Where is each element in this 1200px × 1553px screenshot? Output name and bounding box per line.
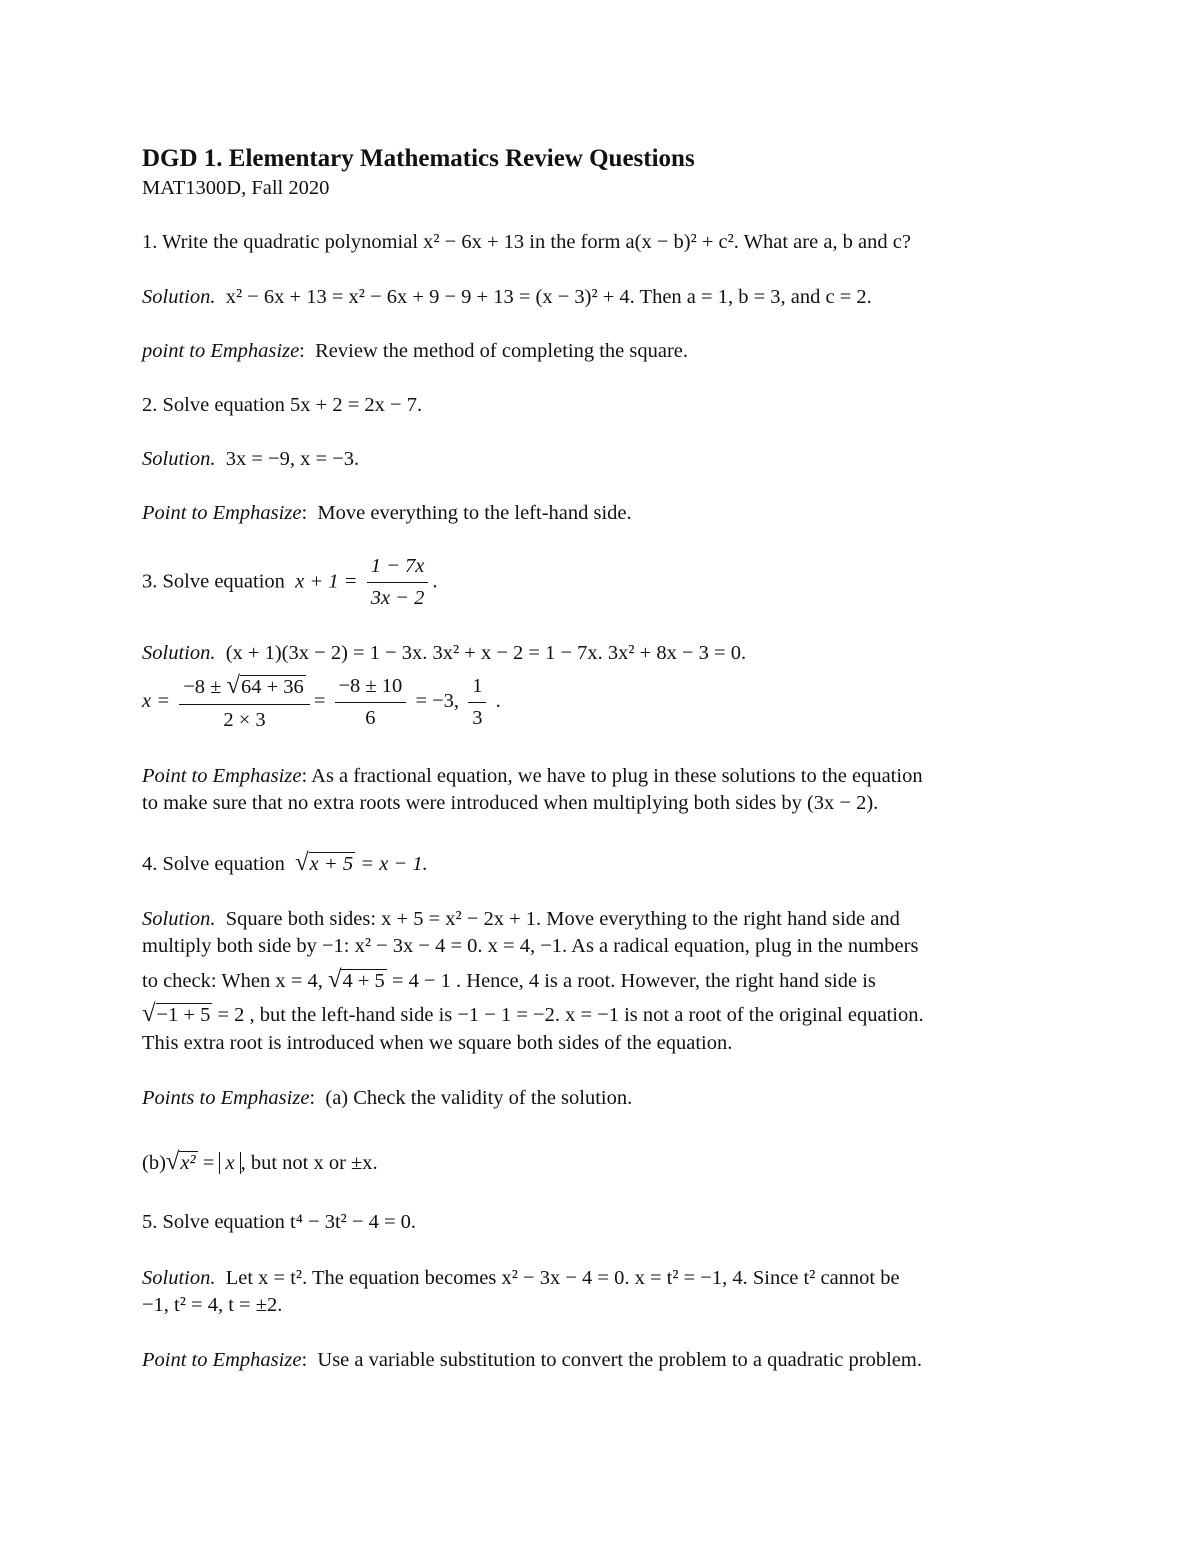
absolute-value: x [219,1152,240,1174]
numerator-prefix: −8 ± [183,676,222,698]
solution-label: Solution. [142,1267,216,1289]
page-title: DGD 1. Elementary Mathematics Review Questions [142,145,695,172]
solution-text: 3x = −9, x = −3. [225,448,360,470]
emphasis-3-line2: to make sure that no extra roots were introduced when multiplying both sides by (3x − 2). [142,792,879,814]
solution-text: Let x = t². The equation becomes x² − 3x − 4 = 0. x = t² = −1, 4. Since t² cannot be [225,1267,900,1289]
emphasis-label: Points to Emphasize [142,1087,310,1109]
root-numerator: 1 [472,674,483,697]
simplified-numerator: −8 ± 10 [338,674,403,697]
emphasis-label: Point to Emphasize [142,765,302,787]
square-root: √64 + 36 [226,672,304,699]
solution-4-line2: multiply both side by −1: x² − 3x − 4 = 0. x = 4, −1. As a radical equation, plug in the numbers [142,935,919,957]
square-root: √4 + 5 [327,966,385,993]
emphasis-text: Move everything to the left-hand side. [317,502,632,524]
item-marker: (b) [142,1152,166,1174]
root-fraction [468,673,486,732]
emphasis-text: (a) Check the validity of the solution. [325,1087,633,1109]
equals-sign: = [202,1152,215,1174]
square-root: √x + 5 [295,849,354,876]
question-text: 3. Solve equation [142,570,285,593]
equation-fraction [367,553,429,612]
solution-5-line1 [142,1265,1062,1292]
emphasis-text: Use a variable substitution to convert the problem to a quadratic problem. [317,1349,922,1371]
question-4 [142,847,1062,879]
emphasis-4a: Points to Emphasize: (a) Check the validity of the solution. [142,1087,633,1109]
solution-text: Square both sides: x + 5 = x² − 2x + 1. Move everything to the right hand side and [225,908,900,930]
solution-4-line5: This extra root is introduced when we square both sides of the equation. [142,1032,733,1054]
fraction-numerator: 1 − 7x [370,555,425,577]
emphasis-5: Point to Emphasize: Use a variable substitution to convert the problem to a quadratic problem. [142,1349,922,1371]
line-text: to check: When x = 4, [142,970,323,992]
solution-1 [142,284,1062,311]
solution-text: (x + 1)(3x − 2) = 1 − 3x. 3x² + x − 2 = 1 − 7x. 3x² + 8x − 3 = 0. [225,642,747,664]
emphasis-text-line1: As a fractional equation, we have to plug in these solutions to the equation [311,765,923,787]
emphasis-4b [142,1146,1062,1178]
line-text: = 2 , but the left-hand side is −1 − 1 = −2. x = −1 is not a root of the original equation. [217,1004,924,1026]
question-1: 1. Write the quadratic polynomial x² − 6x + 13 in the form a(x − b)² + c². What are a, b and c? [142,231,911,253]
solution-2 [142,446,1062,473]
solution-4-line3 [142,964,1062,996]
result-roots: = −3, [415,689,460,712]
fraction-denominator: 3x − 2 [367,582,429,612]
formula-numerator [179,670,310,704]
formula-fraction [179,670,310,735]
equation-rhs: = x − 1. [360,853,428,875]
quadratic-formula-result: x = $\frac{-8 \pm √64 + 36}{2 \times 3}$ = $\frac{-8 \pm 10}{6}$ = −3, $\frac{1}{3}$ . [142,670,1062,735]
solution-label: Solution. [142,448,216,470]
course-subtitle: MAT1300D, Fall 2020 [142,177,330,199]
emphasis-label: Point to Emphasize [142,502,302,524]
radicand: 4 + 5 [342,970,385,992]
solution-text: x² − 6x + 13 = x² − 6x + 9 − 9 + 13 = (x − 3)² + 4. Then a = 1, b = 3, and c = 2. [225,286,872,308]
solution-4-line1 [142,906,1062,933]
radicand: x + 5 [309,853,354,875]
formula-denominator: 2 × 3 [179,704,310,734]
root-denominator: 3 [468,702,486,732]
solution-label: Solution. [142,908,216,930]
question-2: 2. Solve equation 5x + 2 = 2x − 7. [142,394,423,416]
radicand: −1 + 5 [156,1004,211,1026]
emphasis-label: point to Emphasize [142,340,300,362]
simplified-denominator: 6 [335,702,407,732]
solution-3 [142,640,1062,667]
emphasis-label: Point to Emphasize [142,1349,302,1371]
radicand: 64 + 36 [241,676,304,698]
solution-5-line2: −1, t² = 4, t = ±2. [142,1294,283,1316]
question-3: 3. Solve equation x + 1 = $\frac{1 - 7x}{3x - 2}$ . [142,553,1062,612]
solution-label: Solution. [142,286,216,308]
emphasis-2: Point to Emphasize: Move everything to the left-hand side. [142,502,632,524]
equation-lhs: x + 1 = [295,570,358,593]
emphasis-3: Point to Emphasize: As a fractional equation, we have to plug in these solutions to the equation [142,765,923,787]
line-text: , but not x or ±x. [240,1152,378,1174]
emphasis-1: point to Emphasize: Review the method of completing the square. [142,340,689,362]
question-5: 5. Solve equation t⁴ − 3t² − 4 = 0. [142,1211,417,1233]
x-equals: x = [142,689,171,712]
square-root: √x² [165,1148,196,1175]
solution-label: Solution. [142,642,216,664]
square-root: √−1 + 5 [142,1000,211,1027]
question-text: 4. Solve equation [142,853,285,875]
simplified-fraction [335,673,407,732]
radicand: x² [180,1152,196,1174]
line-text: = 4 − 1 . Hence, 4 is a root. However, the right hand side is [391,970,876,992]
solution-4-line4 [142,998,1062,1030]
emphasis-text: Review the method of completing the square. [315,340,689,362]
